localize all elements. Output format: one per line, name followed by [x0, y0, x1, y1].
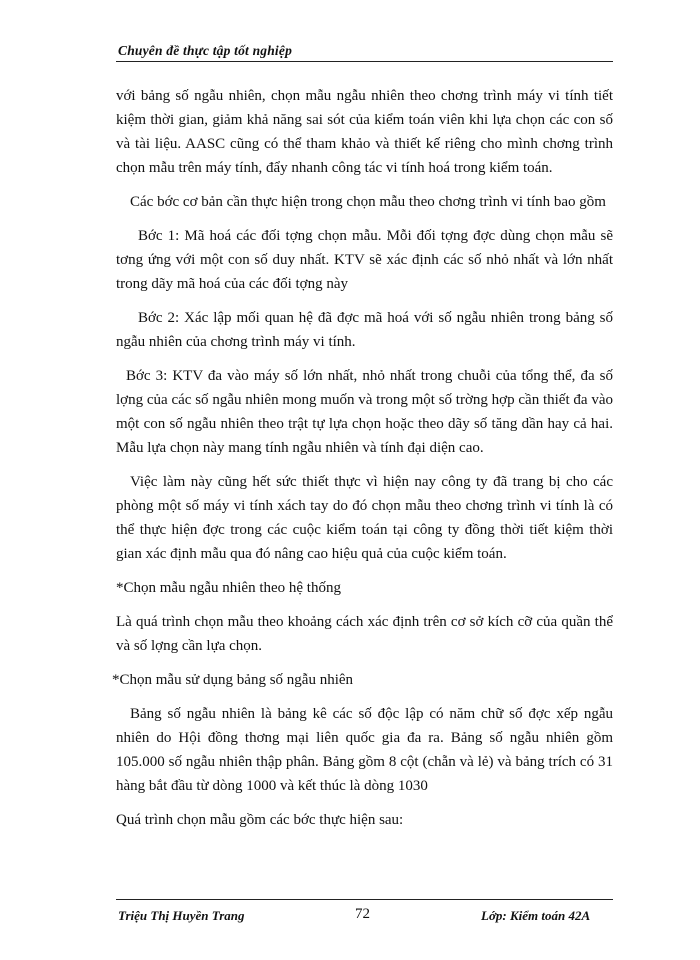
footer-rule: [116, 899, 613, 900]
paragraph-steps-intro: Các bớc cơ bản cần thực hiện trong chọn mẫu theo chơng trình vi tính bao gồm: [130, 194, 606, 210]
footer-author: Triệu Thị Huyền Trang: [118, 908, 245, 923]
paragraph-step-1: Bớc 1: Mã hoá các đối tợng chọn mẫu. Mỗi đối tợng đợc dùng chọn mẫu sẽ tơng ứng với một con số duy nhất. KTV sẽ xác định các số nhỏ nhất và lớn nhất trong dãy mã hoá của các đối tợng này: [116, 228, 613, 292]
paragraph-systematic-definition: Là quá trình chọn mẫu theo khoảng cách xác định trên cơ sở kích cỡ của quần thể và số lợng cần lựa chọn.: [116, 614, 613, 654]
heading-random-table: *Chọn mẫu sử dụng bảng số ngẫu nhiên: [112, 672, 354, 688]
header-rule: [116, 61, 613, 62]
footer-class: Lớp: Kiểm toán 42A: [481, 908, 591, 923]
paragraph-step-3: Bớc 3: KTV đa vào máy số lớn nhất, nhỏ nhất trong chuỗi của tổng thể, đa số lợng của các số ngẫu nhiên mong muốn và trong một số trờng hợp cần thiết đa vào một con số ngẫu nhiên theo trật tự lựa chọn hoặc theo dãy số tăng dần hay cả hai. Mẫu lựa chọn này mang tính ngẫu nhiên và tính đại diện cao.: [116, 368, 613, 456]
header-title: Chuyên đề thực tập tốt nghiệp: [118, 43, 293, 58]
document-body: [112, 84, 613, 842]
paragraph-intro: với bảng số ngẫu nhiên, chọn mẫu ngẫu nhiên theo chơng trình máy vi tính tiết kiệm thời gian, giảm khả năng sai sót của kiểm toán viên khi lựa chọn các con số và tài liệu. AASC cũng có thể tham khảo và thiết kế riêng cho mình chơng trình chọn mẫu trên máy tính, đẩy nhanh công tác vi tính hoá trong kiểm toán.: [116, 88, 613, 176]
paragraph-process: Quá trình chọn mẫu gồm các bớc thực hiện sau:: [116, 812, 404, 828]
paragraph-random-table: Bảng số ngẫu nhiên là bảng kê các số độc lập có năm chữ số đợc xếp ngẫu nhiên do Hội đồng thơng mại liên quốc gia đa ra. Bảng số ngẫu nhiên gồm 105.000 số ngẫu nhiên thập phân. Bảng gồm 8 cột (chẵn và lẻ) và bảng trích có 31 hàng bắt đầu từ dòng 1000 và kết thúc là dòng 1030: [116, 706, 613, 794]
heading-systematic-sampling: *Chọn mẫu ngẫu nhiên theo hệ thống: [116, 580, 341, 596]
paragraph-step-2: Bớc 2: Xác lập mối quan hệ đã đợc mã hoá với số ngẫu nhiên trong bảng số ngẫu nhiên của chơng trình máy vi tính.: [116, 310, 613, 350]
paragraph-practical: Việc làm này cũng hết sức thiết thực vì hiện nay công ty đã trang bị cho các phòng một số máy vi tính xách tay do đó chọn mẫu theo chơng trình vi tính là có thể thực hiện đợc trong các cuộc kiểm toán tại công ty đồng thời tiết kiệm thời gian xác định mẫu qua đó nâng cao hiệu quả của cuộc kiểm toán.: [116, 474, 613, 562]
page-number: 72: [355, 906, 370, 922]
